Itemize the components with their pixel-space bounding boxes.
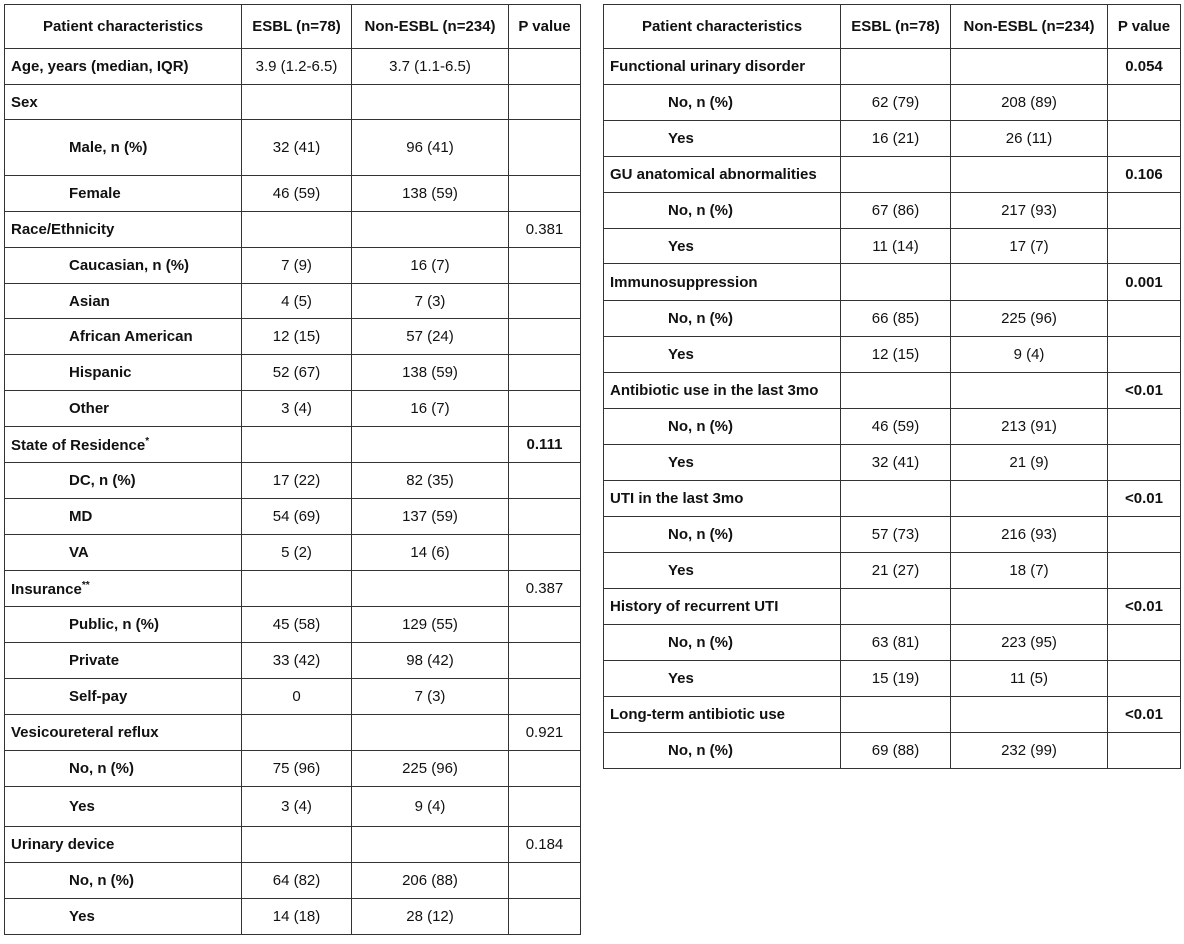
header-patient-characteristics: Patient characteristics <box>604 5 841 49</box>
esbl-value: 62 (79) <box>841 85 951 121</box>
row-label: Long-term antibiotic use <box>604 697 841 733</box>
table-row <box>604 301 1181 337</box>
non-esbl-value: 129 (55) <box>352 607 509 643</box>
esbl-value <box>242 827 352 863</box>
row-label: VA <box>5 535 242 571</box>
non-esbl-value: 57 (24) <box>352 319 509 355</box>
row-label: No, n (%) <box>604 733 841 769</box>
table-row <box>5 120 581 176</box>
esbl-value: 15 (19) <box>841 661 951 697</box>
table-row <box>604 157 1181 193</box>
esbl-value: 63 (81) <box>841 625 951 661</box>
esbl-value <box>841 264 951 301</box>
esbl-value <box>841 481 951 517</box>
non-esbl-value: 138 (59) <box>352 176 509 212</box>
table-row <box>5 899 581 935</box>
table-row <box>5 49 581 85</box>
p-value <box>509 607 581 643</box>
header-patient-characteristics: Patient characteristics <box>5 5 242 49</box>
p-value <box>509 679 581 715</box>
table-row <box>5 863 581 899</box>
p-value <box>509 899 581 935</box>
esbl-value: 32 (41) <box>242 120 352 176</box>
non-esbl-value <box>951 157 1108 193</box>
p-value: 0.054 <box>1108 49 1181 85</box>
p-value: 0.387 <box>509 571 581 607</box>
row-label: Hispanic <box>5 355 242 391</box>
esbl-value <box>242 571 352 607</box>
esbl-value: 69 (88) <box>841 733 951 769</box>
esbl-value: 12 (15) <box>841 337 951 373</box>
esbl-value: 32 (41) <box>841 445 951 481</box>
row-label: Asian <box>5 284 242 319</box>
row-label: Insurance** <box>5 571 242 607</box>
row-label: UTI in the last 3mo <box>604 481 841 517</box>
esbl-value: 3 (4) <box>242 787 352 827</box>
p-value <box>509 85 581 120</box>
esbl-value: 75 (96) <box>242 751 352 787</box>
p-value: <0.01 <box>1108 373 1181 409</box>
esbl-value: 14 (18) <box>242 899 352 935</box>
row-label: Yes <box>604 445 841 481</box>
p-value <box>509 787 581 827</box>
row-label: African American <box>5 319 242 355</box>
row-label: GU anatomical abnormalities <box>604 157 841 193</box>
table-row <box>604 264 1181 301</box>
table-row <box>604 553 1181 589</box>
non-esbl-value: 225 (96) <box>352 751 509 787</box>
esbl-value: 4 (5) <box>242 284 352 319</box>
p-value <box>1108 445 1181 481</box>
p-value: 0.111 <box>509 427 581 463</box>
esbl-value: 11 (14) <box>841 229 951 264</box>
row-label: No, n (%) <box>604 517 841 553</box>
esbl-value <box>841 49 951 85</box>
esbl-value: 17 (22) <box>242 463 352 499</box>
header-esbl: ESBL (n=78) <box>242 5 352 49</box>
non-esbl-value: 225 (96) <box>951 301 1108 337</box>
p-value <box>509 248 581 284</box>
p-value <box>509 49 581 85</box>
non-esbl-value: 232 (99) <box>951 733 1108 769</box>
non-esbl-value: 26 (11) <box>951 121 1108 157</box>
row-label: Urinary device <box>5 827 242 863</box>
header-p-value: P value <box>1108 5 1181 49</box>
esbl-value <box>242 85 352 120</box>
footnote-mark: * <box>145 435 150 447</box>
esbl-value: 21 (27) <box>841 553 951 589</box>
row-label: MD <box>5 499 242 535</box>
header-non-esbl: Non-ESBL (n=234) <box>951 5 1108 49</box>
header-p-value: P value <box>509 5 581 49</box>
table-row <box>604 445 1181 481</box>
p-value <box>509 863 581 899</box>
row-label: Female <box>5 176 242 212</box>
p-value <box>509 751 581 787</box>
p-value: <0.01 <box>1108 697 1181 733</box>
p-value <box>509 120 581 176</box>
row-label: Yes <box>604 661 841 697</box>
row-label: No, n (%) <box>604 301 841 337</box>
table-row <box>5 607 581 643</box>
p-value: 0.184 <box>509 827 581 863</box>
esbl-value: 64 (82) <box>242 863 352 899</box>
row-label: State of Residence* <box>5 427 242 463</box>
footnote-mark: ** <box>81 579 90 591</box>
table-row <box>5 535 581 571</box>
row-label: Sex <box>5 85 242 120</box>
esbl-value: 66 (85) <box>841 301 951 337</box>
table-row <box>604 481 1181 517</box>
non-esbl-value: 21 (9) <box>951 445 1108 481</box>
non-esbl-value <box>352 212 509 248</box>
p-value: <0.01 <box>1108 481 1181 517</box>
p-value <box>509 643 581 679</box>
table-row <box>5 679 581 715</box>
p-value: 0.381 <box>509 212 581 248</box>
esbl-value: 46 (59) <box>841 409 951 445</box>
non-esbl-value <box>352 715 509 751</box>
p-value: 0.001 <box>1108 264 1181 301</box>
non-esbl-value <box>951 481 1108 517</box>
row-label: Antibiotic use in the last 3mo <box>604 373 841 409</box>
table-row <box>604 733 1181 769</box>
row-label: Public, n (%) <box>5 607 242 643</box>
table-row <box>604 697 1181 733</box>
non-esbl-value: 16 (7) <box>352 248 509 284</box>
esbl-value: 5 (2) <box>242 535 352 571</box>
non-esbl-value: 17 (7) <box>951 229 1108 264</box>
non-esbl-value: 98 (42) <box>352 643 509 679</box>
esbl-value: 33 (42) <box>242 643 352 679</box>
non-esbl-value <box>951 264 1108 301</box>
table-row <box>5 463 581 499</box>
table-row <box>5 827 581 863</box>
non-esbl-value: 217 (93) <box>951 193 1108 229</box>
row-label: Self-pay <box>5 679 242 715</box>
row-label: DC, n (%) <box>5 463 242 499</box>
row-label: No, n (%) <box>604 193 841 229</box>
p-value <box>1108 517 1181 553</box>
non-esbl-value: 3.7 (1.1-6.5) <box>352 49 509 85</box>
table-row <box>604 49 1181 85</box>
non-esbl-value: 9 (4) <box>951 337 1108 373</box>
esbl-value: 3 (4) <box>242 391 352 427</box>
non-esbl-value: 82 (35) <box>352 463 509 499</box>
p-value <box>1108 229 1181 264</box>
non-esbl-value <box>352 827 509 863</box>
non-esbl-value: 96 (41) <box>352 120 509 176</box>
row-label: Caucasian, n (%) <box>5 248 242 284</box>
esbl-value <box>841 589 951 625</box>
row-label: Private <box>5 643 242 679</box>
table-row <box>604 625 1181 661</box>
non-esbl-value: 138 (59) <box>352 355 509 391</box>
table-row <box>604 229 1181 264</box>
table-row <box>604 517 1181 553</box>
esbl-value: 3.9 (1.2-6.5) <box>242 49 352 85</box>
row-label: Age, years (median, IQR) <box>5 49 242 85</box>
p-value: <0.01 <box>1108 589 1181 625</box>
table-row <box>604 121 1181 157</box>
esbl-value <box>242 715 352 751</box>
p-value <box>1108 733 1181 769</box>
table-row <box>604 373 1181 409</box>
row-label: Male, n (%) <box>5 120 242 176</box>
table-row <box>5 176 581 212</box>
p-value <box>509 284 581 319</box>
p-value <box>1108 301 1181 337</box>
row-label: Yes <box>5 899 242 935</box>
table-row <box>5 715 581 751</box>
non-esbl-value: 18 (7) <box>951 553 1108 589</box>
table-row <box>5 751 581 787</box>
table-row <box>604 337 1181 373</box>
p-value <box>509 499 581 535</box>
esbl-value: 0 <box>242 679 352 715</box>
non-esbl-value <box>951 373 1108 409</box>
p-value: 0.921 <box>509 715 581 751</box>
non-esbl-value: 223 (95) <box>951 625 1108 661</box>
non-esbl-value: 137 (59) <box>352 499 509 535</box>
esbl-value <box>841 697 951 733</box>
esbl-value: 16 (21) <box>841 121 951 157</box>
p-value <box>1108 409 1181 445</box>
table-row <box>604 589 1181 625</box>
p-value <box>1108 625 1181 661</box>
row-label: Yes <box>604 229 841 264</box>
table-row <box>5 571 581 607</box>
p-value <box>1108 337 1181 373</box>
non-esbl-value: 28 (12) <box>352 899 509 935</box>
p-value <box>509 463 581 499</box>
non-esbl-value <box>951 49 1108 85</box>
table-row <box>5 787 581 827</box>
non-esbl-value: 208 (89) <box>951 85 1108 121</box>
p-value <box>509 355 581 391</box>
header-non-esbl: Non-ESBL (n=234) <box>352 5 509 49</box>
table-row <box>604 193 1181 229</box>
p-value <box>1108 85 1181 121</box>
table-row <box>5 85 581 120</box>
table-row <box>604 661 1181 697</box>
row-label: History of recurrent UTI <box>604 589 841 625</box>
esbl-value: 52 (67) <box>242 355 352 391</box>
esbl-value: 45 (58) <box>242 607 352 643</box>
row-label: Vesicoureteral reflux <box>5 715 242 751</box>
table-row <box>5 427 581 463</box>
esbl-value <box>242 212 352 248</box>
non-esbl-value <box>352 85 509 120</box>
non-esbl-value: 213 (91) <box>951 409 1108 445</box>
non-esbl-value <box>352 427 509 463</box>
esbl-value: 7 (9) <box>242 248 352 284</box>
row-label: No, n (%) <box>5 751 242 787</box>
row-label: Yes <box>604 121 841 157</box>
p-value: 0.106 <box>1108 157 1181 193</box>
row-label: Functional urinary disorder <box>604 49 841 85</box>
row-label: Other <box>5 391 242 427</box>
non-esbl-value: 16 (7) <box>352 391 509 427</box>
esbl-value: 46 (59) <box>242 176 352 212</box>
non-esbl-value: 7 (3) <box>352 679 509 715</box>
non-esbl-value: 11 (5) <box>951 661 1108 697</box>
left-characteristics-table <box>4 4 581 935</box>
p-value <box>509 319 581 355</box>
non-esbl-value: 206 (88) <box>352 863 509 899</box>
row-label: Immunosuppression <box>604 264 841 301</box>
esbl-value: 57 (73) <box>841 517 951 553</box>
esbl-value: 67 (86) <box>841 193 951 229</box>
table-row <box>604 409 1181 445</box>
p-value <box>509 176 581 212</box>
esbl-value <box>841 373 951 409</box>
row-label: Yes <box>604 337 841 373</box>
non-esbl-value <box>352 571 509 607</box>
row-label: Yes <box>5 787 242 827</box>
non-esbl-value: 9 (4) <box>352 787 509 827</box>
table-row <box>5 391 581 427</box>
header-esbl: ESBL (n=78) <box>841 5 951 49</box>
table-row <box>5 284 581 319</box>
p-value <box>1108 121 1181 157</box>
row-label: No, n (%) <box>604 625 841 661</box>
p-value <box>1108 193 1181 229</box>
esbl-value <box>841 157 951 193</box>
table-row <box>5 319 581 355</box>
table-row <box>5 643 581 679</box>
esbl-value <box>242 427 352 463</box>
table-row <box>5 499 581 535</box>
esbl-value: 54 (69) <box>242 499 352 535</box>
row-label: Race/Ethnicity <box>5 212 242 248</box>
non-esbl-value: 7 (3) <box>352 284 509 319</box>
non-esbl-value: 14 (6) <box>352 535 509 571</box>
table-row <box>5 355 581 391</box>
non-esbl-value <box>951 697 1108 733</box>
table-row <box>604 85 1181 121</box>
row-label: No, n (%) <box>5 863 242 899</box>
row-label: No, n (%) <box>604 85 841 121</box>
table-row <box>5 248 581 284</box>
row-label: Yes <box>604 553 841 589</box>
p-value <box>509 535 581 571</box>
table-row <box>5 212 581 248</box>
p-value <box>509 391 581 427</box>
p-value <box>1108 553 1181 589</box>
p-value <box>1108 661 1181 697</box>
non-esbl-value: 216 (93) <box>951 517 1108 553</box>
row-label: No, n (%) <box>604 409 841 445</box>
right-characteristics-table <box>603 4 1181 769</box>
non-esbl-value <box>951 589 1108 625</box>
esbl-value: 12 (15) <box>242 319 352 355</box>
